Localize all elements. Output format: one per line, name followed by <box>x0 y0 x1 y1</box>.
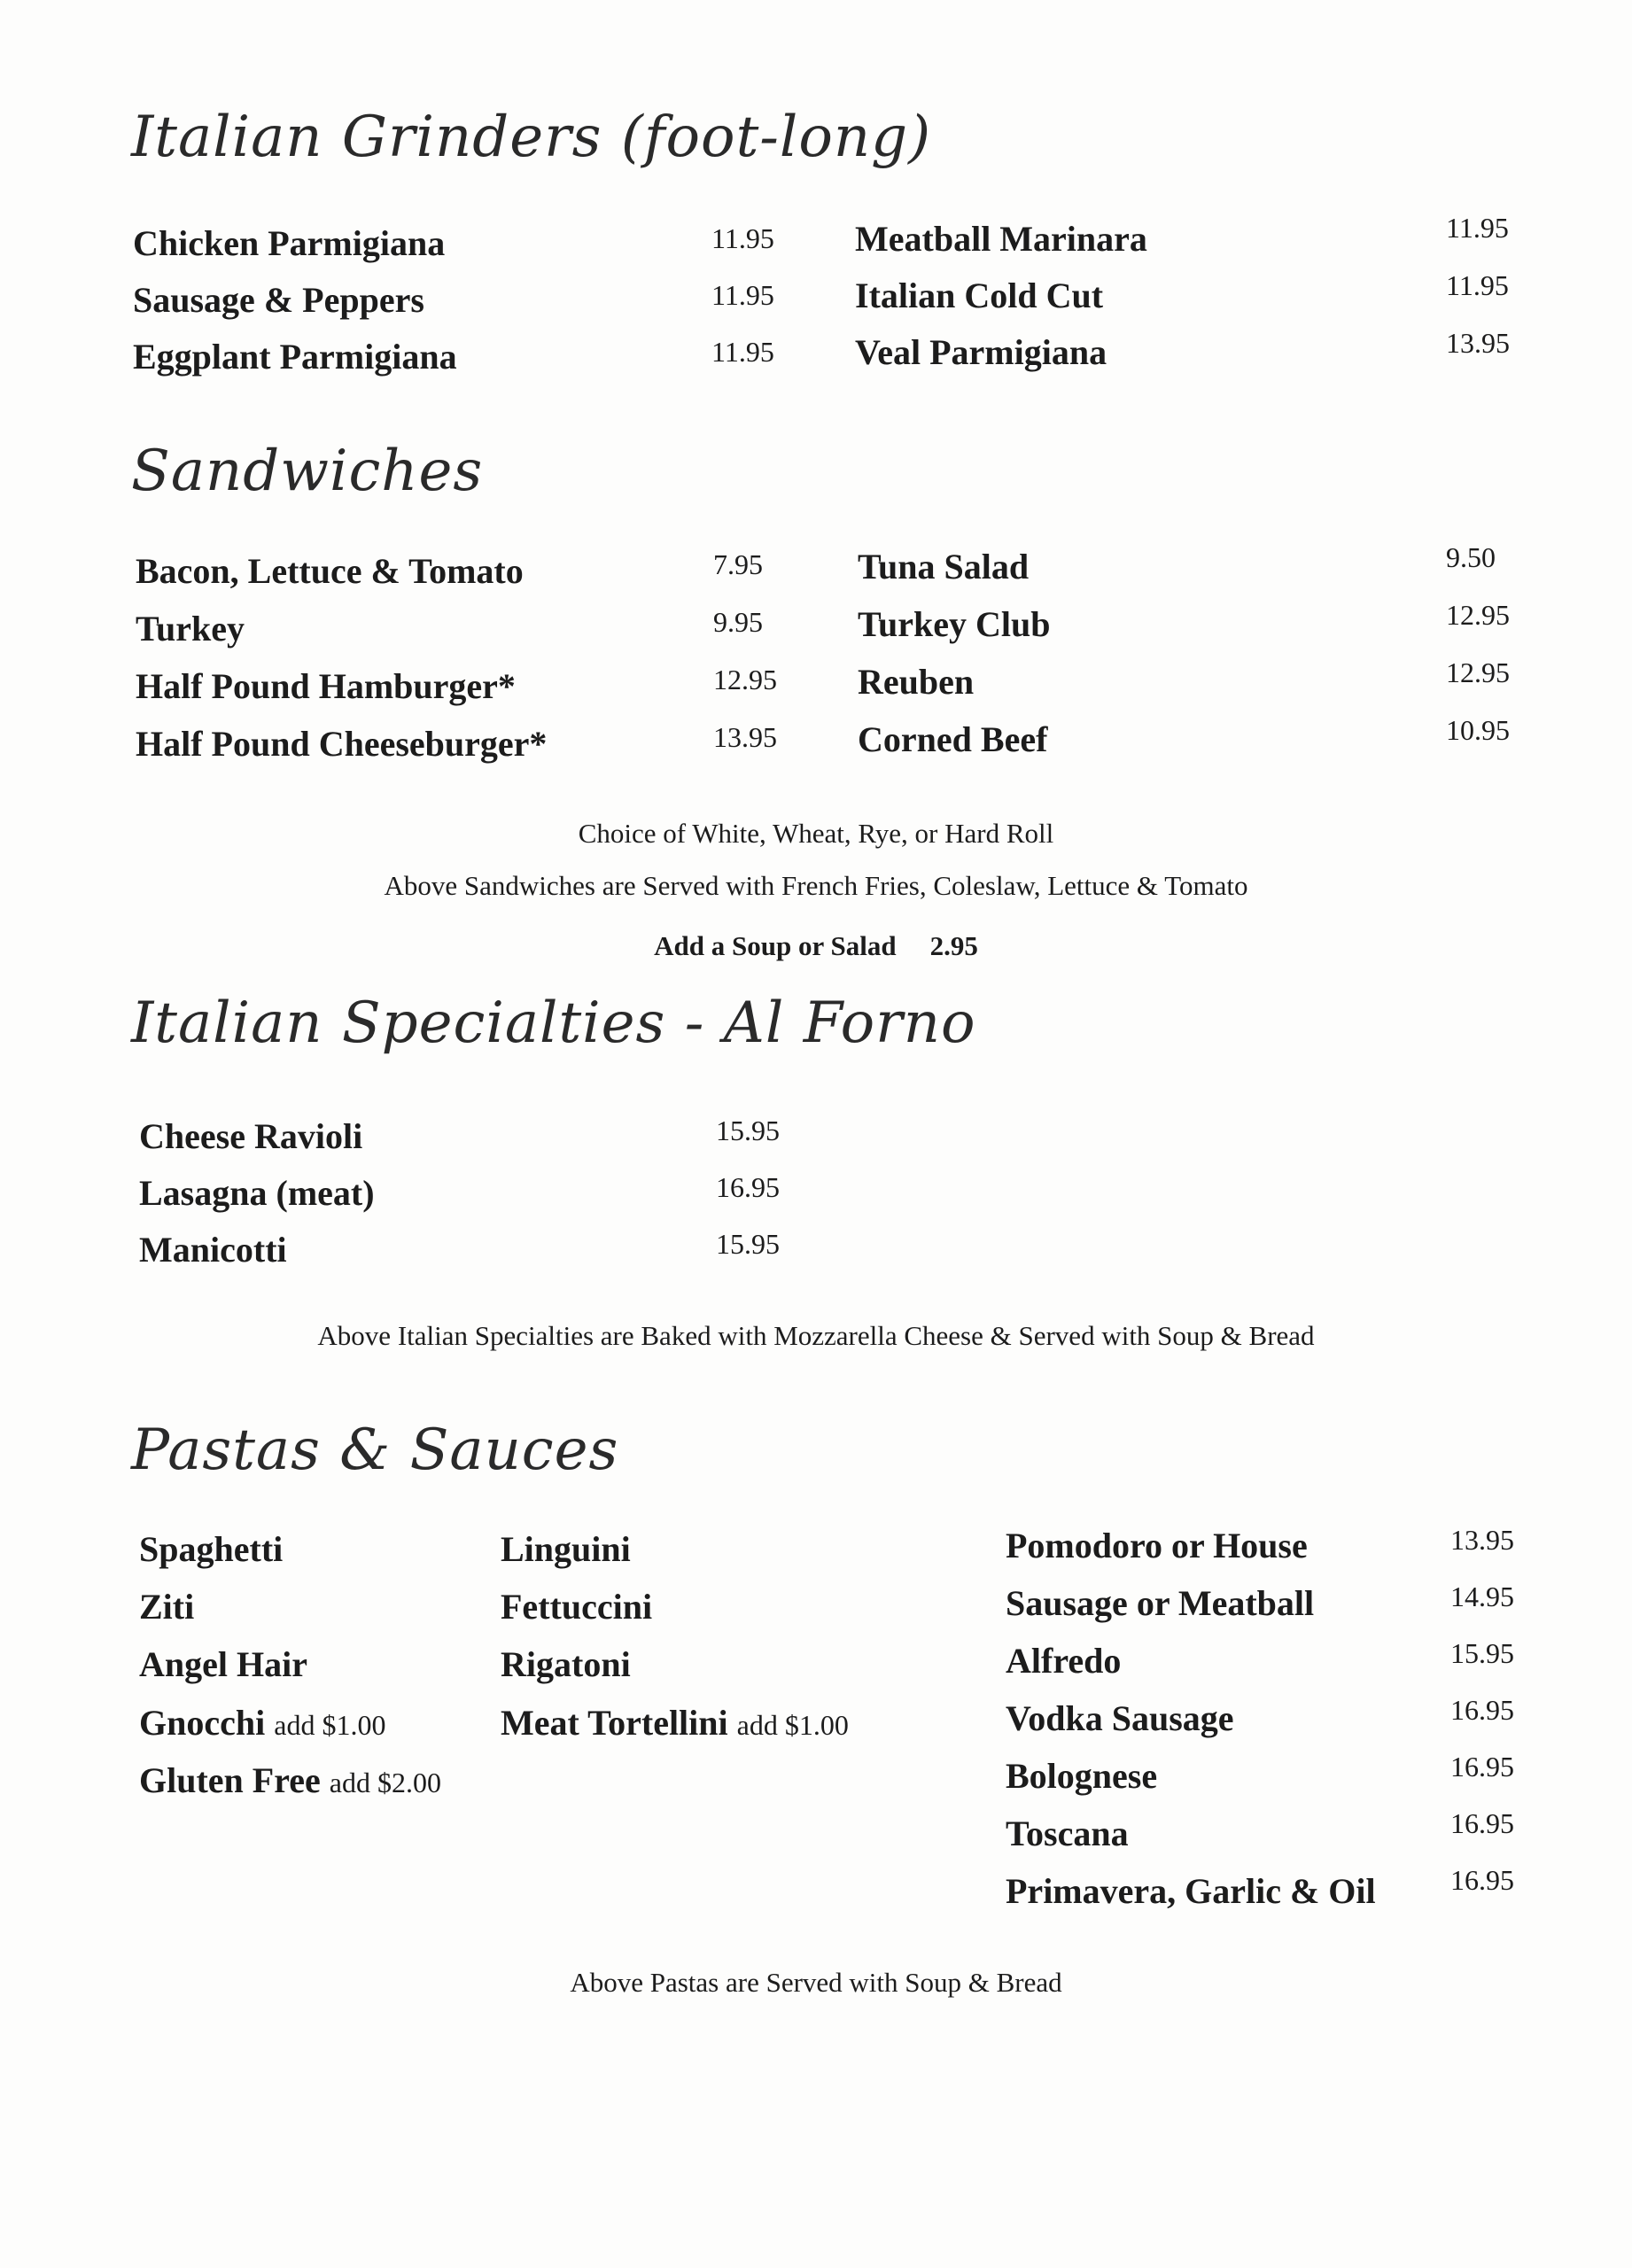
sandwich-item-name: Bacon, Lettuce & Tomato <box>136 551 524 591</box>
grinder-item-name: Veal Parmigiana <box>855 332 1107 372</box>
pasta-addon: add $2.00 <box>329 1767 441 1798</box>
pasta-item <box>501 1529 631 1569</box>
pasta-name: Linguini <box>501 1529 631 1569</box>
pasta-name: Gnocchi <box>139 1703 266 1743</box>
pasta-addon: add $1.00 <box>274 1709 386 1741</box>
grinder-item-price: 11.95 <box>1446 212 1509 244</box>
sauce-item-name: Toscana <box>1006 1814 1129 1853</box>
sauce-item-price: 15.95 <box>1450 1637 1514 1669</box>
grinder-item-price: 11.95 <box>711 222 774 254</box>
sauce-item-name: Primavera, Garlic & Oil <box>1006 1871 1376 1911</box>
grinder-item-name: Eggplant Parmigiana <box>133 337 457 377</box>
sauce-item-price: 16.95 <box>1450 1694 1514 1726</box>
pasta-item <box>139 1644 307 1684</box>
grinder-item-name: Chicken Parmigiana <box>133 223 446 263</box>
grinders-heading: Italian Grinders (foot-long) <box>131 105 932 170</box>
sandwich-item-name: Tuna Salad <box>858 547 1030 586</box>
sandwich-item-price: 13.95 <box>713 721 777 753</box>
addon-label: Add a Soup or Salad <box>654 930 897 961</box>
sandwich-item-price: 12.95 <box>1446 656 1510 688</box>
pasta-addon: add $1.00 <box>736 1709 849 1741</box>
sandwiches-heading: Sandwiches <box>131 439 484 504</box>
specialties-heading: Italian Specialties - Al Forno <box>131 990 976 1056</box>
pasta-name: Angel Hair <box>139 1644 307 1684</box>
sandwich-item-name: Turkey Club <box>858 604 1051 644</box>
specialty-item-price: 16.95 <box>716 1171 780 1203</box>
pastas-heading: Pastas & Sauces <box>131 1418 619 1483</box>
grinder-item-price: 13.95 <box>1446 327 1510 359</box>
sauce-item-price: 13.95 <box>1450 1524 1514 1556</box>
sandwich-bread-note: Choice of White, Wheat, Rye, or Hard Roll <box>578 818 1054 849</box>
sauce-item-price: 16.95 <box>1450 1807 1514 1839</box>
specialty-item-price: 15.95 <box>716 1115 780 1146</box>
sandwich-item-name: Half Pound Hamburger* <box>136 666 516 706</box>
sandwich-item-price: 10.95 <box>1446 714 1510 746</box>
sauce-item-price: 14.95 <box>1450 1581 1514 1612</box>
sandwich-item-name: Reuben <box>858 662 975 702</box>
specialty-item-price: 15.95 <box>716 1228 780 1260</box>
grinder-item-price: 11.95 <box>1446 269 1509 301</box>
sandwich-item-price: 9.95 <box>713 606 763 638</box>
specialty-item-name: Lasagna (meat) <box>139 1173 375 1213</box>
pasta-item <box>501 1644 631 1684</box>
pasta-name: Ziti <box>139 1587 195 1627</box>
sauce-item-name: Alfredo <box>1006 1641 1122 1681</box>
specialty-item-name: Manicotti <box>139 1230 287 1270</box>
sauce-item-name: Sausage or Meatball <box>1006 1583 1315 1623</box>
sandwich-item-name: Half Pound Cheeseburger* <box>136 724 548 764</box>
specialties-note: Above Italian Specialties are Baked with Mozzarella Cheese & Served with Soup & Bread <box>317 1320 1315 1351</box>
grinder-item-name: Sausage & Peppers <box>133 280 424 320</box>
pasta-item <box>139 1589 194 1625</box>
sandwich-item-price: 12.95 <box>1446 599 1510 631</box>
pasta-item <box>501 1705 849 1741</box>
sandwich-addon-note <box>0 932 1632 959</box>
sauce-item-price: 16.95 <box>1450 1864 1514 1896</box>
addon-price: 2.95 <box>929 930 978 961</box>
grinder-item-price: 11.95 <box>711 279 774 311</box>
pasta-name: Rigatoni <box>501 1644 631 1684</box>
pasta-item <box>501 1589 652 1625</box>
sandwich-item-price: 12.95 <box>713 664 777 695</box>
pasta-name: Spaghetti <box>139 1529 284 1569</box>
grinder-item-name: Meatball Marinara <box>855 219 1147 259</box>
pasta-name: Gluten Free <box>139 1760 321 1800</box>
sandwich-item-price: 7.95 <box>713 548 763 580</box>
pasta-item <box>139 1705 385 1741</box>
sauce-item-name: Vodka Sausage <box>1006 1698 1234 1738</box>
grinder-item-name: Italian Cold Cut <box>855 276 1104 315</box>
specialty-item-name: Cheese Ravioli <box>139 1116 363 1156</box>
sauce-item-name: Pomodoro or House <box>1006 1526 1308 1565</box>
pastas-note: Above Pastas are Served with Soup & Bread <box>570 1967 1062 1998</box>
sandwich-served-note: Above Sandwiches are Served with French Fries, Coleslaw, Lettuce & Tomato <box>384 870 1248 901</box>
sauce-item-price: 16.95 <box>1450 1751 1514 1783</box>
sandwich-item-price: 9.50 <box>1446 541 1496 573</box>
pasta-name: Fettuccini <box>501 1587 653 1627</box>
pasta-name: Meat Tortellini <box>501 1703 728 1743</box>
sauce-item-name: Bolognese <box>1006 1756 1158 1796</box>
sandwich-item-name: Corned Beef <box>858 719 1048 759</box>
grinder-item-price: 11.95 <box>711 336 774 368</box>
pasta-item <box>139 1529 284 1569</box>
sandwich-item-name: Turkey <box>136 609 245 649</box>
pasta-item <box>139 1760 441 1800</box>
